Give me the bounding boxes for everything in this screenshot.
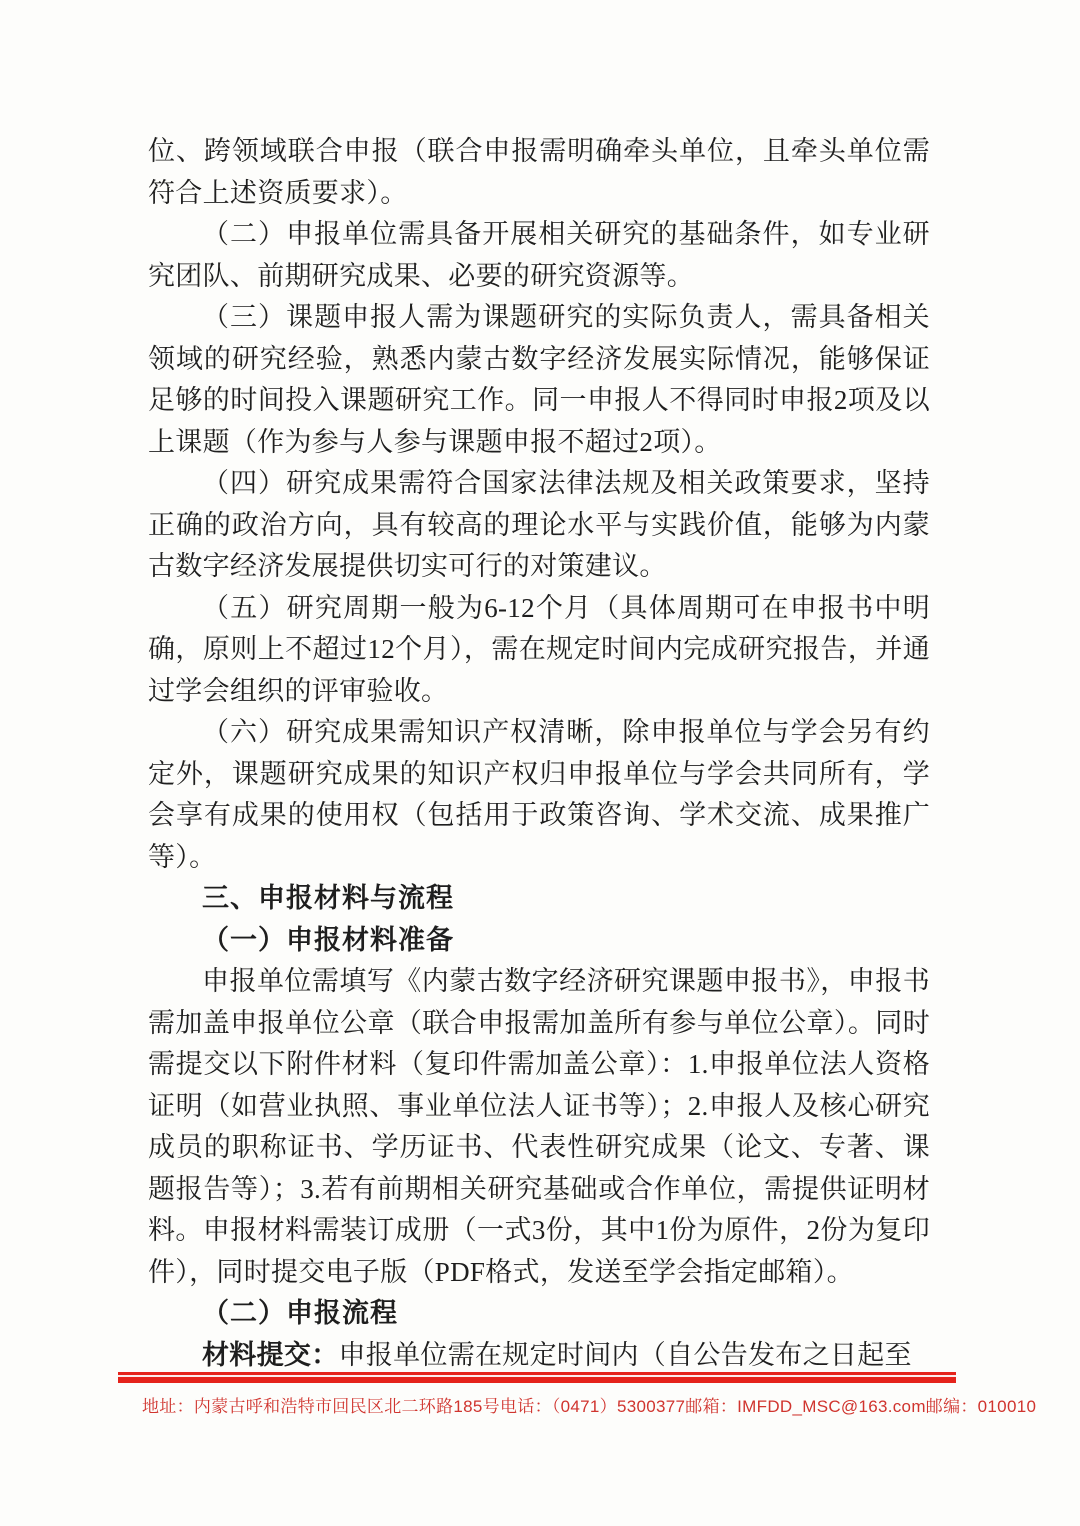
paragraph-requirement-4: （四）研究成果需符合国家法律法规及相关政策要求，坚持正确的政治方向，具有较高的理论水平与实践价值，能够为内蒙古数字经济发展提供切实可行的对策建议。 (148, 468, 930, 581)
footer-divider-rule (118, 1372, 956, 1383)
subheading-application-process: （二）申报流程 (202, 1298, 398, 1328)
paragraph-material-preparation: 申报单位需填写《内蒙古数字经济研究课题申报书》，申报书需加盖申报单位公章（联合申报需加盖所有参与单位公章）。同时需提交以下附件材料（复印件需加盖公章）：1.申报单位法人资格证明（如营业执照、事业单位法人证书等）；2.申报人及核心研究成员的职称证书、学历证书、代表性研究成果（论文、专著、课题报告等）；3.若有前期相关研究基础或合作单位，需提供证明材料。申报材料需装订成册（一式3份，其中1份为原件，2份为复印件），同时提交电子版（PDF格式，发送至学会指定邮箱）。 (148, 966, 930, 1287)
section-heading-materials-process: 三、申报材料与流程 (202, 883, 454, 913)
paragraph-requirement-2: （二）申报单位需具备开展相关研究的基础条件，如专业研究团队、前期研究成果、必要的研究资源等。 (148, 219, 930, 291)
paragraph-requirement-5: （五）研究周期一般为6-12个月（具体周期可在申报书中明确，原则上不超过12个月），需在规定时间内完成研究报告，并通过学会组织的评审验收。 (148, 592, 930, 706)
paragraph-requirement-6: （六）研究成果需知识产权清晰，除申报单位与学会另有约定外，课题研究成果的知识产权归申报单位与学会共同所有，学会享有成果的使用权（包括用于政策咨询、学术交流、成果推广等）。 (148, 717, 930, 872)
paragraph-joint-application-continuation: 位、跨领域联合申报（联合申报需明确牵头单位，且牵头单位需符合上述资质要求）。 (148, 136, 930, 208)
paragraph-material-submission (148, 1335, 930, 1377)
material-submission-label: 材料提交： (202, 1339, 339, 1370)
footer-rule-thick-line (118, 1377, 956, 1383)
document-body (148, 131, 930, 1376)
paragraph-requirement-3: （三）课题申报人需为课题研究的实际负责人，需具备相关领域的研究经验，熟悉内蒙古数字经济发展实际情况，能够保证足够的时间投入课题研究工作。同一申报人不得同时申报2项及以上课题（作为参与人参与课题申报不超过2项）。 (148, 302, 930, 457)
subheading-material-preparation: （一）申报材料准备 (202, 924, 454, 955)
material-submission-text: 申报单位需在规定时间内（自公告发布之日起至 (338, 1339, 912, 1370)
footer-contact-info: 地址：内蒙古呼和浩特市回民区北二环路185号电话：（0471）5300377邮箱：IMFDD_MSC@163.com邮编：010010 (142, 1397, 1037, 1416)
